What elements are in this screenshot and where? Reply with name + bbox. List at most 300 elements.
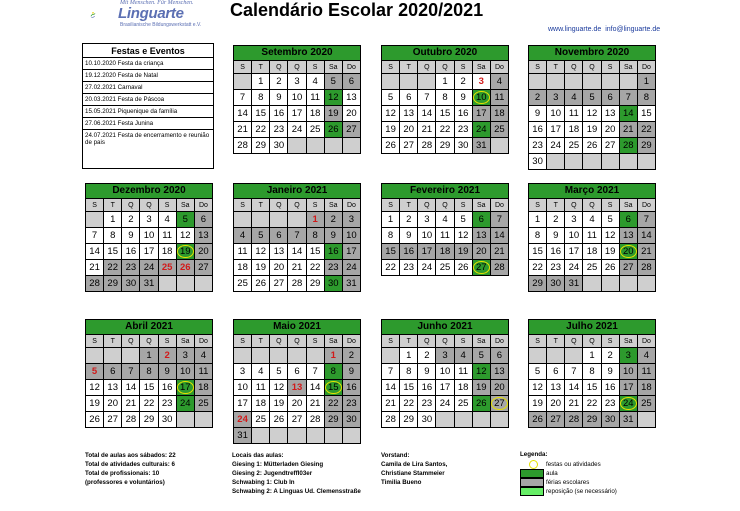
day-cell: 11 — [490, 90, 508, 106]
empty-cell — [547, 154, 565, 170]
weekday-header: Do — [637, 335, 655, 348]
day-cell: 8 — [529, 228, 547, 244]
weekday-header: Q — [270, 199, 288, 212]
day-cell: 3 — [436, 348, 454, 364]
empty-cell — [234, 348, 252, 364]
day-cell: 15 — [436, 106, 454, 122]
day-cell: 7 — [234, 90, 252, 106]
day-cell: 16 — [342, 380, 360, 396]
day-cell: 7 — [288, 228, 306, 244]
weekday-header: Do — [490, 199, 508, 212]
day-cell: 12 — [529, 380, 547, 396]
day-cell: 1 — [436, 74, 454, 90]
day-cell: 18 — [234, 260, 252, 276]
day-cell: 26 — [86, 412, 104, 428]
day-cell: 27 — [194, 260, 212, 276]
day-cell: 14 — [86, 244, 104, 260]
legend-title-row — [520, 451, 548, 460]
day-cell: 29 — [637, 138, 655, 154]
day-cell: 29 — [436, 138, 454, 154]
day-cell: 23 — [418, 396, 436, 412]
day-cell: 8 — [400, 364, 418, 380]
month-title: Março 2021 — [528, 183, 656, 198]
day-cell: 16 — [400, 244, 418, 260]
day-cell: 15 — [104, 244, 122, 260]
weekday-header: Q — [436, 335, 454, 348]
day-cell: 2 — [454, 74, 472, 90]
event-item: 24.07.2021 Festa de encerramento e reunião de pais — [83, 129, 213, 148]
day-cell: 8 — [140, 364, 158, 380]
day-cell: 26 — [382, 138, 400, 154]
weekday-header: T — [547, 61, 565, 74]
empty-cell — [619, 74, 637, 90]
day-cell: 22 — [324, 396, 342, 412]
empty-cell — [86, 212, 104, 228]
locations-line: Schwabing 2: A Linguas Ud. Clemensstraße — [232, 488, 361, 495]
day-cell: 22 — [252, 122, 270, 138]
day-cell: 1 — [529, 212, 547, 228]
empty-cell — [565, 74, 583, 90]
day-cell: 24 — [288, 122, 306, 138]
weekday-header: S — [234, 61, 252, 74]
weekday-header: T — [104, 199, 122, 212]
day-cell: 10 — [418, 228, 436, 244]
day-cell: 4 — [252, 364, 270, 380]
day-cell: 14 — [382, 380, 400, 396]
empty-cell — [472, 412, 490, 428]
event-ring: 17 — [177, 381, 194, 394]
day-cell: 23 — [547, 260, 565, 276]
day-cell: 7 — [418, 90, 436, 106]
empty-cell — [158, 276, 176, 292]
empty-cell — [547, 348, 565, 364]
weekday-header: T — [547, 199, 565, 212]
events-box — [82, 43, 214, 169]
event-item: 27.06.2021 Festa Junina — [83, 117, 213, 129]
day-cell: 13 — [472, 228, 490, 244]
day-cell: 19 — [601, 244, 619, 260]
day-cell: 31 — [140, 276, 158, 292]
weekday-header: Do — [490, 61, 508, 74]
day-cell: 4 — [194, 348, 212, 364]
board-block — [381, 451, 447, 487]
day-cell: 11 — [637, 364, 655, 380]
event-ring: 27 — [491, 397, 508, 410]
page-title: Calendário Escolar 2020/2021 — [230, 0, 484, 20]
empty-cell — [619, 154, 637, 170]
weekday-header: Q — [270, 61, 288, 74]
day-cell: 15 — [252, 106, 270, 122]
day-cell: 20 — [400, 122, 418, 138]
day-cell: 30 — [270, 138, 288, 154]
weekday-header: Q — [565, 199, 583, 212]
day-cell: 10 — [288, 90, 306, 106]
day-cell: 14 — [306, 380, 324, 396]
day-cell: 31 — [342, 276, 360, 292]
day-cell: 31 — [472, 138, 490, 154]
month-title: Novembro 2020 — [528, 45, 656, 60]
day-cell: 6 — [194, 212, 212, 228]
month-calendar — [85, 183, 213, 292]
day-cell: 18 — [637, 380, 655, 396]
day-cell: 13 — [619, 228, 637, 244]
day-cell: 22 — [436, 122, 454, 138]
day-cell: 11 — [583, 228, 601, 244]
day-cell: 17 — [140, 244, 158, 260]
day-cell: 10 — [547, 106, 565, 122]
weekday-header: S — [158, 199, 176, 212]
empty-cell — [288, 138, 306, 154]
day-cell: 17 — [619, 380, 637, 396]
day-cell: 8 — [436, 90, 454, 106]
day-cell: 17 — [342, 244, 360, 260]
day-cell: 12 — [252, 244, 270, 260]
legend-item — [520, 460, 601, 469]
day-cell — [472, 260, 490, 276]
day-cell: 19 — [382, 122, 400, 138]
day-cell: 4 — [234, 228, 252, 244]
day-cell: 22 — [637, 122, 655, 138]
day-cell: 5 — [176, 212, 194, 228]
day-cell: 3 — [418, 212, 436, 228]
day-cell: 13 — [342, 90, 360, 106]
day-cell: 20 — [270, 260, 288, 276]
day-cell: 17 — [418, 244, 436, 260]
weekday-header: S — [234, 335, 252, 348]
month-grid — [85, 198, 213, 292]
day-cell: 8 — [104, 228, 122, 244]
day-cell: 11 — [565, 106, 583, 122]
day-cell: 7 — [382, 364, 400, 380]
day-cell: 16 — [324, 244, 342, 260]
day-cell: 5 — [583, 90, 601, 106]
day-cell: 14 — [637, 228, 655, 244]
brand-subtitle: Brasilianische Bildungswerkstatt e.V. — [120, 22, 202, 28]
day-cell: 5 — [382, 90, 400, 106]
day-cell: 7 — [490, 212, 508, 228]
weekday-header: S — [454, 61, 472, 74]
day-cell: 25 — [490, 122, 508, 138]
weekday-header: Q — [288, 335, 306, 348]
day-cell: 29 — [529, 276, 547, 292]
day-cell: 25 — [252, 412, 270, 428]
locations-line: Locais das aulas: — [232, 452, 284, 459]
day-cell: 1 — [140, 348, 158, 364]
weekday-header: Do — [637, 61, 655, 74]
day-cell: 6 — [104, 364, 122, 380]
day-cell: 28 — [619, 138, 637, 154]
day-cell: 29 — [252, 138, 270, 154]
day-cell: 7 — [565, 364, 583, 380]
day-cell: 16 — [454, 106, 472, 122]
empty-cell — [547, 74, 565, 90]
day-cell: 24 — [234, 412, 252, 428]
month-calendar — [528, 45, 656, 170]
day-cell: 18 — [454, 380, 472, 396]
day-cell: 11 — [158, 228, 176, 244]
day-cell: 24 — [436, 396, 454, 412]
empty-cell — [176, 276, 194, 292]
locations-block — [232, 451, 361, 496]
day-cell: 26 — [176, 260, 194, 276]
weekday-header: S — [454, 199, 472, 212]
day-cell: 8 — [637, 90, 655, 106]
empty-cell — [418, 74, 436, 90]
empty-cell — [565, 154, 583, 170]
day-cell: 10 — [436, 364, 454, 380]
day-cell: 7 — [619, 90, 637, 106]
day-cell: 5 — [252, 228, 270, 244]
empty-cell — [252, 348, 270, 364]
day-cell: 12 — [472, 364, 490, 380]
day-cell: 12 — [583, 106, 601, 122]
day-cell — [176, 380, 194, 396]
day-cell: 15 — [400, 380, 418, 396]
day-cell: 24 — [342, 260, 360, 276]
day-cell: 6 — [288, 364, 306, 380]
day-cell: 26 — [472, 396, 490, 412]
day-cell: 13 — [194, 228, 212, 244]
day-cell: 30 — [418, 412, 436, 428]
day-cell: 20 — [194, 244, 212, 260]
empty-cell — [637, 412, 655, 428]
day-cell: 6 — [619, 212, 637, 228]
day-cell: 25 — [637, 396, 655, 412]
day-cell: 30 — [529, 154, 547, 170]
day-cell: 19 — [472, 380, 490, 396]
website-link[interactable]: www.linguarte.de — [548, 26, 602, 33]
weekday-header: Sa — [619, 199, 637, 212]
day-cell: 3 — [176, 348, 194, 364]
day-cell: 13 — [270, 244, 288, 260]
month-calendar — [233, 45, 361, 154]
day-cell: 30 — [454, 138, 472, 154]
event-ring: 24 — [620, 397, 637, 410]
day-cell: 21 — [565, 396, 583, 412]
empty-cell — [583, 276, 601, 292]
day-cell: 1 — [104, 212, 122, 228]
legend — [520, 451, 617, 496]
day-cell — [176, 244, 194, 260]
locations-line: Giesing 1: Mütterladen Giesing — [232, 461, 324, 468]
event-ring: 19 — [177, 245, 194, 258]
weekday-header: Q — [140, 199, 158, 212]
day-cell: 15 — [583, 380, 601, 396]
day-cell: 14 — [418, 106, 436, 122]
day-cell: 22 — [104, 260, 122, 276]
day-cell: 23 — [158, 396, 176, 412]
weekday-header: Q — [583, 61, 601, 74]
day-cell: 30 — [158, 412, 176, 428]
day-cell: 14 — [234, 106, 252, 122]
contact-line — [548, 26, 660, 33]
month-grid — [85, 334, 213, 428]
event-ring: 15 — [325, 381, 342, 394]
day-cell: 6 — [601, 90, 619, 106]
empty-cell — [601, 276, 619, 292]
day-cell: 28 — [565, 412, 583, 428]
weekday-header: S — [306, 335, 324, 348]
event-item: 20.03.2021 Festa de Páscoa — [83, 93, 213, 105]
empty-cell — [270, 428, 288, 444]
empty-cell — [288, 212, 306, 228]
day-cell — [472, 90, 490, 106]
day-cell: 4 — [436, 212, 454, 228]
day-cell: 16 — [529, 122, 547, 138]
weekday-header: Q — [583, 335, 601, 348]
weekday-header: Do — [342, 61, 360, 74]
day-cell: 19 — [583, 122, 601, 138]
day-cell: 28 — [306, 412, 324, 428]
weekday-header: T — [400, 199, 418, 212]
day-cell: 21 — [306, 396, 324, 412]
locations-line: Giesing 2: JugendtreffI03er — [232, 470, 313, 477]
day-cell: 7 — [122, 364, 140, 380]
day-cell: 22 — [583, 396, 601, 412]
day-cell: 6 — [547, 364, 565, 380]
empty-cell — [86, 348, 104, 364]
empty-cell — [529, 348, 547, 364]
day-cell: 6 — [270, 228, 288, 244]
day-cell: 27 — [619, 260, 637, 276]
day-cell: 1 — [583, 348, 601, 364]
weekday-header: S — [86, 335, 104, 348]
month-calendar — [381, 183, 509, 276]
month-calendar — [381, 45, 509, 154]
weekday-header: Sa — [324, 199, 342, 212]
empty-cell — [601, 74, 619, 90]
empty-cell — [342, 138, 360, 154]
day-cell: 9 — [418, 364, 436, 380]
month-title: Outubro 2020 — [381, 45, 509, 60]
day-cell: 14 — [288, 244, 306, 260]
day-cell: 22 — [140, 396, 158, 412]
weekday-header: Sa — [324, 335, 342, 348]
day-cell: 20 — [490, 380, 508, 396]
day-cell: 30 — [122, 276, 140, 292]
day-cell — [490, 396, 508, 412]
day-cell: 21 — [382, 396, 400, 412]
day-cell: 13 — [400, 106, 418, 122]
day-cell: 14 — [565, 380, 583, 396]
day-cell: 21 — [122, 396, 140, 412]
day-cell: 25 — [306, 122, 324, 138]
weekday-header: S — [454, 335, 472, 348]
weekday-header: S — [529, 335, 547, 348]
weekday-header: Do — [490, 335, 508, 348]
day-cell: 15 — [140, 380, 158, 396]
empty-cell — [583, 154, 601, 170]
day-cell: 3 — [472, 74, 490, 90]
day-cell: 4 — [490, 74, 508, 90]
day-cell: 26 — [601, 260, 619, 276]
day-cell: 20 — [342, 106, 360, 122]
month-title: Setembro 2020 — [233, 45, 361, 60]
day-cell: 19 — [270, 396, 288, 412]
stats-block — [85, 451, 176, 487]
day-cell: 20 — [104, 396, 122, 412]
empty-cell — [288, 348, 306, 364]
day-cell: 27 — [104, 412, 122, 428]
day-cell: 2 — [324, 212, 342, 228]
month-title: Maio 2021 — [233, 319, 361, 334]
weekday-header: Sa — [619, 61, 637, 74]
event-ring-swatch — [520, 460, 544, 469]
day-cell: 2 — [547, 212, 565, 228]
empty-cell — [234, 212, 252, 228]
day-cell: 29 — [306, 276, 324, 292]
day-cell: 18 — [158, 244, 176, 260]
day-cell: 12 — [86, 380, 104, 396]
day-cell: 4 — [454, 348, 472, 364]
day-cell: 3 — [234, 364, 252, 380]
class-swatch — [520, 469, 544, 478]
day-cell: 18 — [194, 380, 212, 396]
day-cell: 1 — [382, 212, 400, 228]
day-cell: 4 — [565, 90, 583, 106]
day-cell: 9 — [342, 364, 360, 380]
linguarte-logo — [90, 0, 120, 30]
day-cell: 28 — [490, 260, 508, 276]
day-cell: 19 — [86, 396, 104, 412]
empty-cell — [400, 74, 418, 90]
day-cell: 23 — [122, 260, 140, 276]
weekday-header: S — [86, 199, 104, 212]
legend-item — [520, 478, 590, 487]
day-cell: 15 — [529, 244, 547, 260]
weekday-header: S — [382, 199, 400, 212]
weekday-header: Sa — [472, 199, 490, 212]
empty-cell — [583, 74, 601, 90]
month-grid — [528, 334, 656, 428]
board-line: Timilia Bueno — [381, 479, 422, 486]
day-cell: 30 — [547, 276, 565, 292]
day-cell: 25 — [194, 396, 212, 412]
day-cell: 21 — [619, 122, 637, 138]
weekday-header: Sa — [619, 335, 637, 348]
day-cell: 3 — [565, 212, 583, 228]
empty-cell — [637, 276, 655, 292]
day-cell: 8 — [583, 364, 601, 380]
day-cell: 11 — [234, 244, 252, 260]
weekday-header: Sa — [176, 335, 194, 348]
day-cell: 25 — [234, 276, 252, 292]
day-cell: 23 — [324, 260, 342, 276]
day-cell: 2 — [400, 212, 418, 228]
weekday-header: Q — [565, 61, 583, 74]
day-cell: 18 — [252, 396, 270, 412]
day-cell: 6 — [400, 90, 418, 106]
empty-cell — [637, 154, 655, 170]
day-cell: 25 — [583, 260, 601, 276]
empty-cell — [529, 74, 547, 90]
weekday-header: Q — [270, 335, 288, 348]
empty-cell — [270, 212, 288, 228]
weekday-header: T — [547, 335, 565, 348]
board-line: Vorstand: — [381, 452, 410, 459]
weekday-header: Q — [288, 199, 306, 212]
empty-cell — [490, 138, 508, 154]
weekday-header: S — [529, 61, 547, 74]
weekday-header: S — [601, 61, 619, 74]
day-cell — [619, 396, 637, 412]
day-cell: 12 — [382, 106, 400, 122]
weekday-header: Q — [565, 335, 583, 348]
legend-item — [520, 469, 558, 478]
email-link[interactable]: info@linguarte.de — [605, 26, 661, 33]
empty-cell — [234, 74, 252, 90]
day-cell: 13 — [490, 364, 508, 380]
